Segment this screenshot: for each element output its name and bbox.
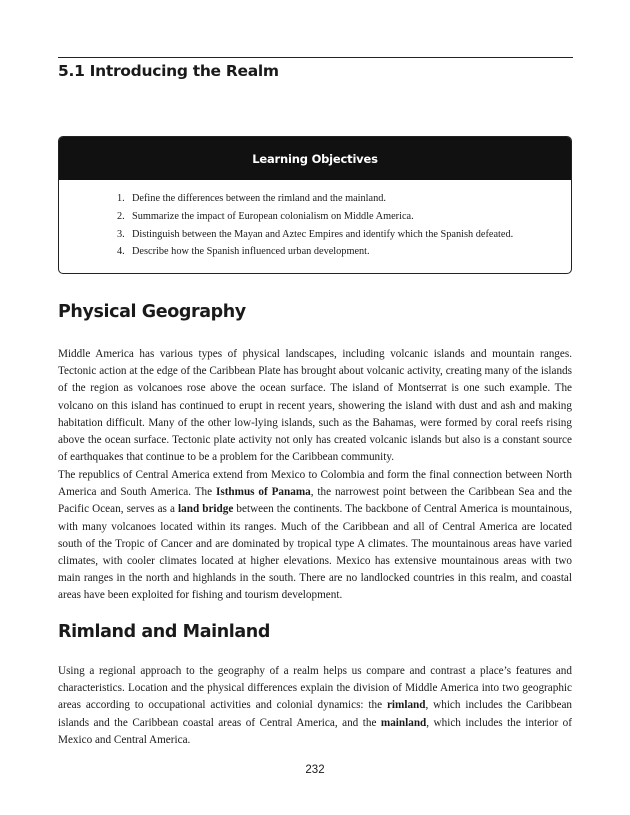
objective-text: Define the differences between the rimland and the mainland. [132, 193, 386, 204]
learning-objectives-title: Learning Objectives [252, 151, 378, 166]
text-span: Using a regional approach to the geography of a realm helps us compare and contrast a place’s features and characteristics. Location and the physical differences explain the division of Middle America into two geographic areas according to occupational activities and colonial dynamics: the [58, 665, 572, 712]
objective-item [117, 208, 571, 226]
text-span: between the continents. The backbone of Central America is mountainous, with many volcanoes located within its ranges. Much of the Caribbean and all of Central America are located south of the Tropic of Cancer and are dominated by tropical type A climates. The mountainous areas have varied climates, with cooler climates located at higher elevations. Mexico has extensive mountainous areas with two main ranges in the north and highlands in the south. There are no landlocked countries in this realm, and coastal areas have been exploited for fishing and tourism development. [58, 503, 572, 602]
rimland-mainland-paragraph [58, 663, 572, 749]
learning-objectives-list [59, 180, 571, 261]
physical-geography-heading: Physical Geography [58, 302, 246, 322]
text-span: , which includes the interior of Mexico and Central America. [58, 716, 572, 746]
page-number: 232 [305, 764, 325, 776]
objective-item [117, 190, 571, 208]
objective-number: 2. [117, 210, 125, 222]
term-rimland: rimland [386, 699, 426, 712]
physical-geography-paragraph-2 [58, 467, 572, 605]
learning-objectives-box [58, 136, 572, 274]
term-land-bridge: land bridge [178, 503, 234, 516]
text-span: , the narrowest point between the Caribbean Sea and the Pacific Ocean, serves as a [58, 486, 572, 516]
objective-number: 4. [117, 246, 125, 258]
objective-item [117, 243, 571, 261]
learning-objectives-header [59, 137, 571, 180]
rimland-mainland-heading: Rimland and Mainland [58, 622, 270, 642]
objective-text: Describe how the Spanish influenced urban development. [132, 246, 370, 258]
term-isthmus-of-panama: Isthmus of Panama [215, 486, 311, 499]
top-rule [58, 57, 573, 58]
section-title: 5.1 Introducing the Realm [58, 62, 279, 80]
objective-text: Summarize the impact of European colonialism on Middle America. [132, 210, 414, 222]
physical-geography-paragraph-1: Middle America has various types of physical landscapes, including volcanic islands and mountain ranges. Tectonic action at the edge of the Caribbean Plate has brought about volcanic activity, creating many of the islands of the region as volcanoes rose above the ocean surface. The island of Montserrat is one such example. The volcano on this island has continued to erupt in recent years, showering the island with dust and ash and making habitation difficult. Many of the other low-lying islands, such as the Bahamas, were formed by coral reefs rising above the ocean surface. Tectonic plate activity not only has created volcanic islands but also is a constant source of earthquakes that continue to be a problem for the Caribbean community. [58, 348, 572, 464]
objective-item [117, 226, 571, 244]
objective-text: Distinguish between the Mayan and Aztec Empires and identify which the Spanish defeated. [132, 228, 514, 240]
term-mainland: mainland [380, 716, 427, 729]
text-span: The republics of Central America extend from Mexico to Colombia and form the final connection between North America and South America. The [58, 469, 572, 499]
text-span: , which includes the Caribbean islands and the Caribbean coastal areas of Central America, and the [58, 699, 572, 729]
objective-number: 3. [117, 228, 125, 240]
objective-number: 1. [117, 193, 125, 204]
